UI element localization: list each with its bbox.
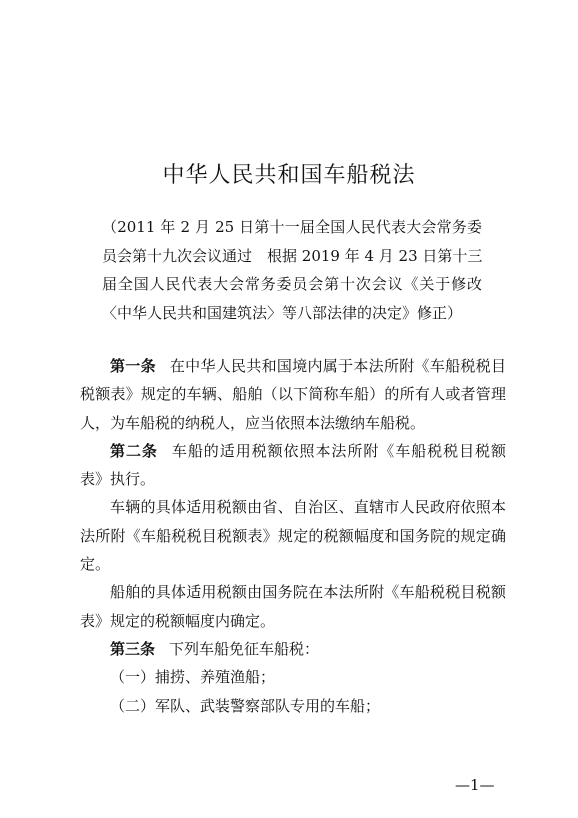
paragraph-line: 表》执行。 <box>80 470 156 489</box>
article-3-item-1 <box>80 663 506 691</box>
paragraph-text: 下列车船免征车船税： <box>169 639 320 658</box>
preamble-line: 员会第十九次会议通过 根据 2019 年 4 月 23 日第十三 <box>102 246 483 265</box>
article-3-item-2 <box>80 692 506 720</box>
article-2 <box>80 437 506 494</box>
paragraph-line: 船舶的具体适用税额由国务院在本法所附《车船税税目税额 <box>110 583 506 602</box>
paragraph-line: 法所附《车船税税目税额表》规定的税额幅度和国务院的规定确 <box>80 526 506 545</box>
preamble-line: 届全国人民代表大会常务委员会第十次会议《关于修改 <box>102 275 482 293</box>
paragraph-line: 人，为车船税的纳税人，应当依照本法缴纳车船税。 <box>80 413 426 432</box>
article-2-paragraph-2 <box>80 493 506 578</box>
paragraph-line <box>80 352 506 380</box>
paragraph-line: 车辆的具体适用税额由省、自治区、直辖市人民政府依照本 <box>110 498 506 517</box>
paragraph-line: 税额表》规定的车辆、船舶（以下简称车船）的所有人或者管理 <box>80 385 506 404</box>
document-body <box>80 352 506 720</box>
article-3 <box>80 635 506 663</box>
paragraph-line <box>80 437 506 465</box>
page-number: —1— <box>455 776 495 794</box>
paragraph-line: （二）军队、武装警察部队专用的车船； <box>110 696 381 715</box>
article-2-paragraph-3 <box>80 578 506 635</box>
paragraph-line <box>80 635 506 663</box>
preamble-line: （2011 年 2 月 25 日第十一届全国人民代表大会常务委 <box>102 218 482 236</box>
preamble-line: 〈中华人民共和国建筑法〉等八部法律的决定》修正） <box>102 303 463 322</box>
paragraph-line: （一）捕捞、养殖渔船； <box>110 668 276 687</box>
paragraph-text: 在中华人民共和国境内属于本法所附《车船税税目 <box>169 357 506 375</box>
paragraph-line: 定。 <box>80 555 111 574</box>
document-title: 中华人民共和国车船税法 <box>162 163 416 188</box>
article-heading: 第三条 <box>110 639 156 658</box>
paragraph-text: 车船的适用税额依照本法所附《车船税税目税额 <box>171 441 506 460</box>
article-heading: 第二条 <box>110 441 158 460</box>
article-1 <box>80 352 506 437</box>
preamble <box>102 213 482 327</box>
article-heading: 第一条 <box>110 357 156 375</box>
paragraph-line: 表》规定的税额幅度内确定。 <box>80 611 276 630</box>
